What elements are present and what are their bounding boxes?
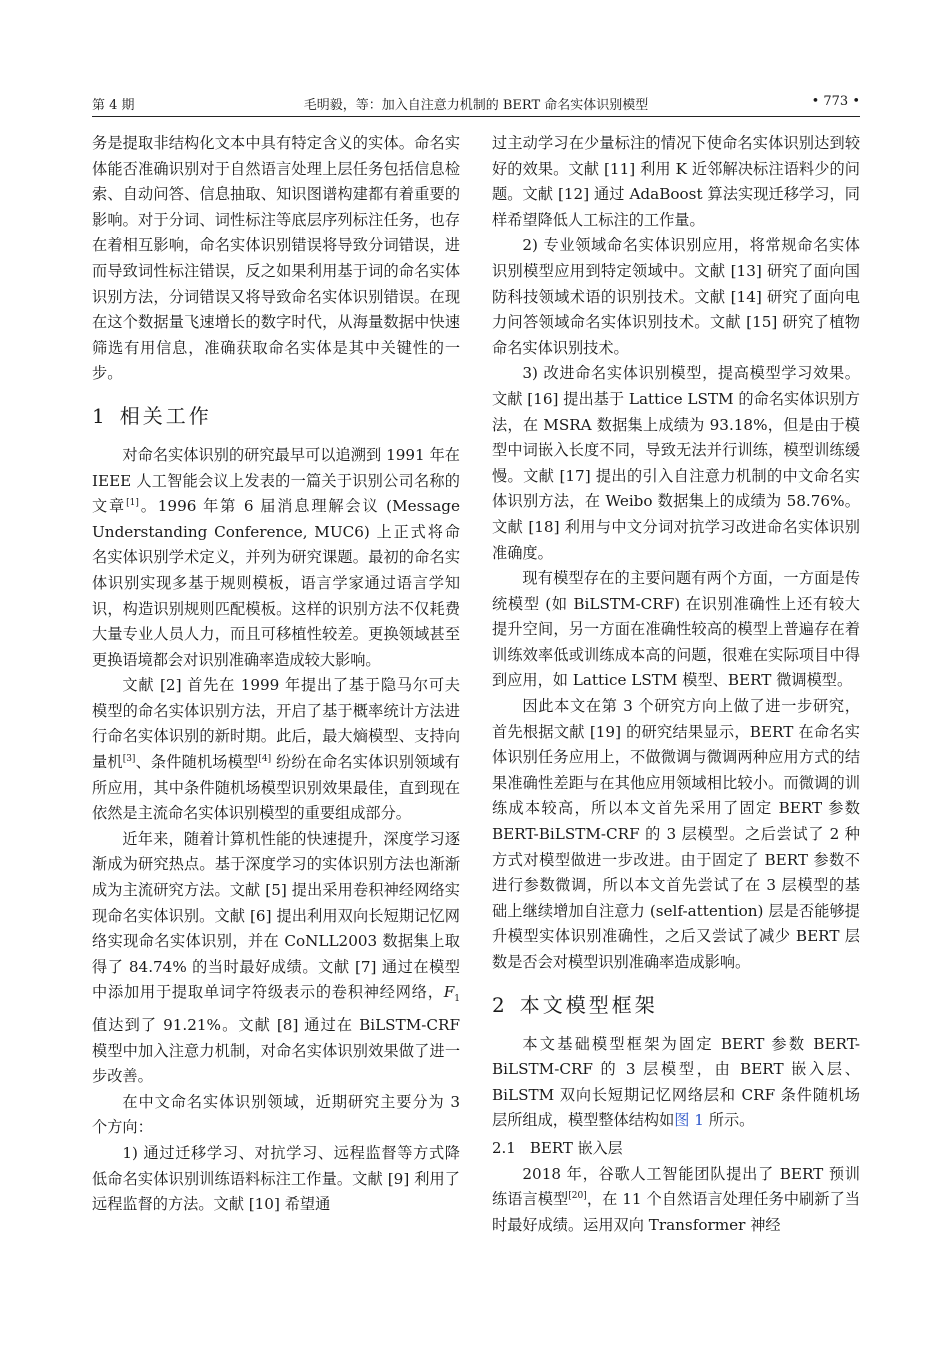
text-run: ，在 11 个自然语言处理任务中刷新了当时最好成绩。运用双向 Transformer 神经 bbox=[492, 1190, 861, 1234]
section-title: 本文模型框架 bbox=[519, 992, 658, 1017]
citation: [4] bbox=[258, 754, 272, 764]
citation: [3] bbox=[122, 754, 136, 764]
f1-symbol: F bbox=[443, 983, 455, 1002]
section-number: 2 bbox=[492, 992, 508, 1017]
section-heading-2 bbox=[492, 990, 860, 1020]
paragraph bbox=[92, 827, 460, 1090]
running-title: 毛明毅，等：加入自注意力机制的 BERT 命名实体识别模型 bbox=[303, 98, 649, 113]
citation: [1] bbox=[126, 498, 139, 509]
text-run: 、条件随机场模型 bbox=[135, 753, 259, 772]
paragraph: 在中文命名实体识别领域，近期研究主要分为 3 个方向： bbox=[92, 1092, 460, 1137]
text-run: 。1996 年第 6 届消息理解会议 (Message Understanding Conference, MUC6) 上正式将命名实体识别学术定义，并列为研究课题。最初的命名实体识别实现多基于规则模板，语言学家通过语言学知识，构造识别规则匹配模板。这样的识别方法不仅耗费大量专业人员人力，而且可移植性较差。更换领域甚至更换语境都会对识别准确率造成较大影响。 bbox=[92, 497, 460, 669]
section-number: 1 bbox=[92, 403, 108, 428]
text-run: 所示。 bbox=[703, 1111, 755, 1130]
paragraph-continuation: 务是提取非结构化文本中具有特定含义的实体。命名实体能否准确识别对于自然语言处理上层任务包括信息检索、自动问答、信息抽取、知识图谱构建都有着重要的影响。对于分词、词性标注等底层序列标注任务，也存在着相互影响，命名实体识别错误将导致分词错误，进而导致词性标注错误，反之如果利用基于词的命名实体识别方法，分词错误又将导致命名实体识别错误。在现在这个数据量飞速增长的数字时代，从海量数据中快速筛选有用信息，准确获取命名实体是其中关键性的一步。 bbox=[92, 134, 460, 383]
paragraph: 1) 通过迁移学习、对抗学习、远程监督等方式降低命名实体识别训练语料标注工作量。文献 [9] 利用了远程监督的方法。文献 [10] 希望通 bbox=[92, 1144, 460, 1214]
text-run: 纷纷在命名实体识别领域有所应用，其中条件随机场模型识别效果最佳，直到现在依然是主流命名实体识别模型的重要组成部分。 bbox=[92, 753, 461, 823]
issue-label: 第 4 期 bbox=[92, 98, 135, 113]
subsection-number: 2.1 bbox=[492, 1138, 516, 1157]
section-heading-1 bbox=[92, 401, 460, 431]
paragraph bbox=[492, 1162, 860, 1239]
text-run: 本文基础模型框架为固定 BERT 参数 BERT-BiLSTM-CRF 的 3 层模型，由 BERT 嵌入层、BiLSTM 双向长短期记忆网络层和 CRF 条件随机场层所组成，模型整体结构如 bbox=[492, 1034, 860, 1130]
paragraph: 现有模型存在的主要问题有两个方面，一方面是传统模型 (如 BiLSTM-CRF) 在识别准确性上还有较大提升空间，另一方面在准确性较高的模型上普遍存在着训练效率低或训练成本高的问题，很难在实际项目中得到应用，如 Lattice LSTM 模型、BERT 微调模型。 bbox=[492, 569, 860, 690]
text-run: 值达到了 91.21%。文献 [8] 通过在 BiLSTM-CRF 模型中加入注意力机制，对命名实体识别效果做了进一步改善。 bbox=[92, 1016, 460, 1086]
text-run: 文献 [2] 首先在 1999 年提出了基于隐马尔可夫模型的命名实体识别方法，开启了基于概率统计方法进行命名实体识别的新时期。此后，最大熵模型、支持向量机 bbox=[92, 676, 460, 772]
section-title: 相关工作 bbox=[119, 403, 212, 428]
citation: [20] bbox=[568, 1191, 587, 1202]
left-column bbox=[92, 131, 460, 1218]
paragraph bbox=[92, 673, 460, 827]
text-run: 近年来，随着计算机性能的快速提升，深度学习逐渐成为研究热点。基于深度学习的实体识别方法也渐渐成为主流研究方法。文献 [5] 提出采用卷积神经网络实现命名实体识别。文献 [6] 提出利用双向长短期记忆网络实现命名实体识别，并在 CoNLL2003 数据集上取得了 84.74% 的当时最好成绩。文献 [7] 通过在模型中添加用于提取单词字符级表示的卷积神经网络， bbox=[92, 829, 460, 1002]
figure-link[interactable]: 图 1 bbox=[674, 1111, 704, 1130]
subsection-title: BERT 嵌入层 bbox=[529, 1138, 623, 1157]
f1-subscript: 1 bbox=[454, 994, 460, 1005]
paragraph bbox=[492, 1032, 860, 1134]
paragraph: 3) 改进命名实体识别模型，提高模型学习效果。文献 [16] 提出基于 Lattice LSTM 的命名实体识别方法，在 MSRA 数据集上成绩为 93.18%，但是由于模型中词嵌入长度不同，导致无法并行训练，模型训练缓慢。文献 [17] 提出的引入自注意力机制的中文命名实体识别方法，在 Weibo 数据集上的成绩为 58.76%。文献 [18] 利用与中文分词对抗学习改进命名实体识别准确度。 bbox=[492, 364, 860, 562]
text-run: 2018 年，谷歌人工智能团队提出了 BERT 预训练语言模型 bbox=[492, 1164, 860, 1209]
subsection-heading-2-1 bbox=[492, 1136, 860, 1162]
running-header bbox=[92, 92, 860, 117]
page-number: • 773 • bbox=[811, 94, 860, 109]
paragraph bbox=[92, 443, 460, 673]
paragraph: 因此本文在第 3 个研究方向上做了进一步研究，首先根据文献 [19] 的研究结果显示，BERT 在命名实体识别任务应用上，不做微调与微调两种应用方式的结果准确性差距与在其他应用领域相比较小。而微调的训练成本较高，所以本文首先采用了固定 BERT 参数 BERT-BiLSTM-CRF 的 3 层模型。之后尝试了 2 种方式对模型做进一步改进。由于固定了 BERT 参数不进行参数微调，所以本文首先尝试了在 3 层模型的基础上继续增加自注意力 (self-attention) 层是否能够提升模型实体识别准确性，之后又尝试了减少 BERT 层数是否会对模型识别准确率造成影响。 bbox=[492, 697, 860, 971]
text-run: 对命名实体识别的研究最早可以追溯到 1991 年在 IEEE 人工智能会议上发表的一篇关于识别公司名称的文章 bbox=[92, 445, 460, 516]
paragraph-continuation: 过主动学习在少量标注的情况下使命名实体识别达到较好的效果。文献 [11] 利用 K 近邻解决标注语料少的问题。文献 [12] 通过 AdaBoost 算法实现迁移学习，同样希望降低人工标注的工作量。 bbox=[492, 134, 860, 229]
paragraph: 2) 专业领域命名实体识别应用，将常规命名实体识别模型应用到特定领域中。文献 [13] 研究了面向国防科技领域术语的识别技术。文献 [14] 研究了面向电力问答领域命名实体识别技术。文献 [15] 研究了植物命名实体识别技术。 bbox=[492, 236, 860, 357]
right-column bbox=[492, 131, 860, 1238]
